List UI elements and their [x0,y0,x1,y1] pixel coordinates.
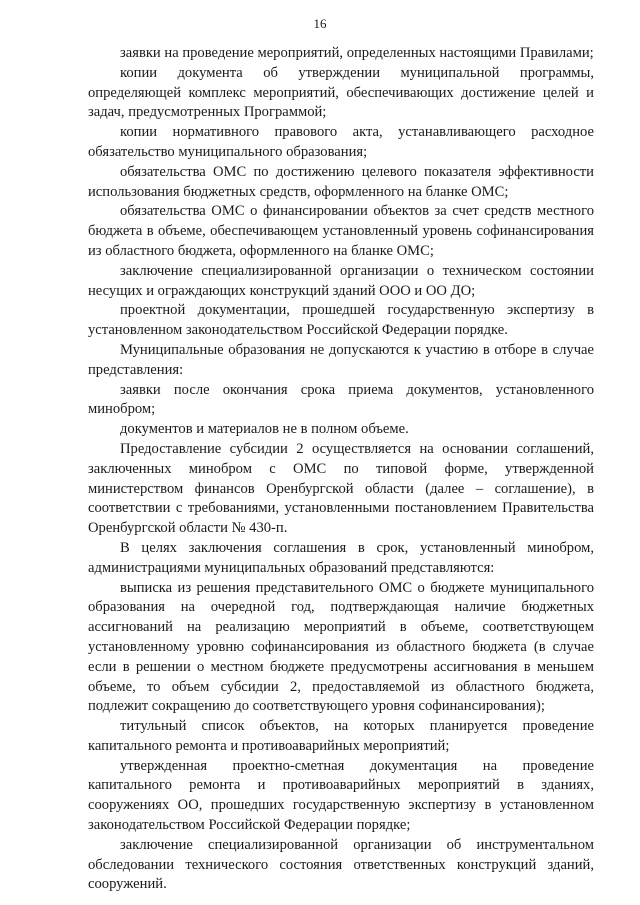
paragraph: заключение специализированной организации о техническом состоянии несущих и ограждающих конструкций зданий ООО и ОО ДО; [88,262,594,299]
paragraph: копии документа об утверждении муниципальной программы, определяющей комплекс мероприятий, обеспечивающих достижение целей и задач, предусмотренных Программой; [88,64,594,121]
paragraph: выписка из решения представительного ОМС о бюджете муниципального образования на очередной год, подтверждающая наличие бюджетных ассигнований на реализацию мероприятий в объеме, соответствующем установленному уровню софинансирования из областного бюджета (в случае если в решении о местном бюджете предусмотрены ассигнования в меньшем объеме, то объем субсидии 2, предоставляемой из областного бюджета, подлежит сокращению до соответствующего уровня софинансирования); [88,579,594,715]
paragraph: обязательства ОМС по достижению целевого показателя эффективности использования бюджетных средств, оформленного на бланке ОМС; [88,163,594,200]
paragraph: утвержденная проектно-сметная документация на проведение капитального ремонта и противоаварийных мероприятий в зданиях, сооружениях ОО, прошедших государственную экспертизу в установленном законодательством Российской Федерации порядке; [88,757,594,834]
document-body [88,44,594,895]
paragraph: заявки после окончания срока приема документов, установленного минобром; [88,381,594,418]
paragraph: В целях заключения соглашения в срок, установленный минобром, администрациями муниципальных образований представляются: [88,539,594,576]
paragraph: заявки на проведение мероприятий, определенных настоящими Правилами; [120,45,594,61]
paragraph: Муниципальные образования не допускаются к участию в отборе в случае представления: [88,341,594,378]
paragraph: заключение специализированной организации об инструментальном обследовании технического состояния ответственных конструкций зданий, сооружений. [88,836,594,893]
paragraph: копии нормативного правового акта, устанавливающего расходное обязательство муниципального образования; [88,124,594,160]
page-number: 16 [313,16,327,31]
paragraph: проектной документации, прошедшей государственную экспертизу в установленном законодательством Российской Федерации порядке. [88,302,594,339]
paragraph: Предоставление субсидии 2 осуществляется на основании соглашений, заключенных минобром с ОМС по типовой форме, утвержденной министерством финансов Оренбургской области (далее – соглашение), в соответствии с требованиями, установленными постановлением Правительства Оренбургской области № 430-п. [88,440,594,537]
paragraph: документов и материалов не в полном объеме. [120,421,409,438]
paragraph: титульный список объектов, на которых планируется проведение капитального ремонта и противоаварийных мероприятий; [88,718,594,754]
paragraph: обязательства ОМС о финансировании объектов за счет средств местного бюджета в объеме, обеспечивающем установленный уровень софинансирования из областного бюджета, оформленного на бланке ОМС; [88,203,594,259]
